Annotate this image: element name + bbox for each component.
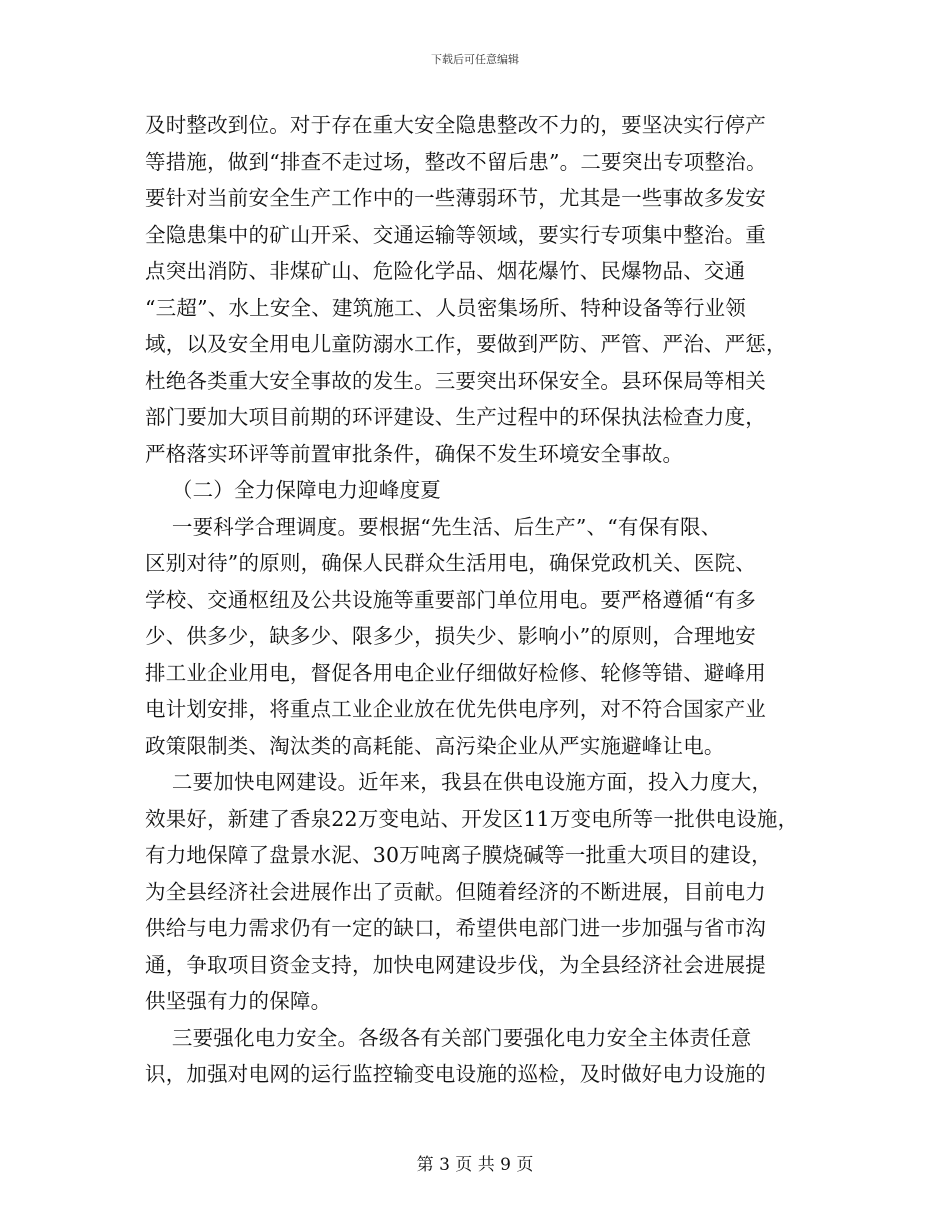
text-line: 效果好，新建了香泉22万变电站、开发区11万变电所等一批供电设施，: [145, 806, 799, 831]
text-line: 域，以及安全用电儿童防溺水工作，要做到严防、严管、严治、严惩，: [145, 332, 787, 356]
page-header: 下载后可任意编辑: [431, 53, 519, 66]
text-line: 学校、交通枢纽及公共设施等重要部门单位用电。要严格遵循“有多: [145, 587, 756, 612]
text-line: “三超”、水上安全、建筑施工、人员密集场所、特种设备等行业领: [145, 295, 746, 320]
text-line: 电计划安排，将重点工业企业放在优先供电序列，对不符合国家产业: [145, 697, 766, 721]
body-text: [145, 107, 825, 1093]
text-line: 供给与电力需求仍有一定的缺口，希望供电部门进一步加强与省市沟: [145, 916, 766, 940]
text-line: 杜绝各类重大安全事故的发生。三要突出环保安全。县环保局等相关: [145, 368, 766, 393]
text-line: 点突出消防、非煤矿山、危险化学品、烟花爆竹、民爆物品、交通: [145, 259, 746, 283]
text-line: 供坚强有力的保障。: [145, 989, 332, 1013]
text-line: 有力地保障了盘景水泥、30万吨离子膜烧碱等一批重大项目的建设，: [145, 843, 772, 867]
text-line: 全隐患集中的矿山开采、交通运输等领域，要实行专项集中整治。重: [145, 222, 766, 247]
text-line: 一要科学合理调度。要根据“先生活、后生产”、“有保有限、: [145, 514, 722, 539]
text-line: 及时整改到位。对于存在重大安全隐患整改不力的，要坚决实行停产: [145, 113, 766, 137]
text-line: 要针对当前安全生产工作中的一些薄弱环节，尤其是一些事故多发安: [145, 186, 766, 210]
text-line: 排工业企业用电，督促各用电企业仔细做好检修、轮修等错、避峰用: [145, 660, 766, 685]
text-line: 二要加快电网建设。近年来，我县在供电设施方面，投入力度大，: [145, 770, 773, 794]
text-line: 少、供多少，缺多少、限多少，损失少、影响小”的原则，合理地安: [145, 624, 756, 648]
text-line: 为全县经济社会进展作出了贡献。但随着经济的不断进展，目前电力: [145, 879, 766, 904]
text-line: 区别对待”的原则，确保人民群众生活用电，确保党政机关、医院、: [145, 551, 756, 575]
text-line: 通，争取项目资金支持，加快电网建设步伐，为全县经济社会进展提: [145, 952, 766, 977]
section-heading: （二）全力保障电力迎峰度夏: [145, 478, 441, 502]
text-line: 等措施，做到“排查不走过场，整改不留后患”。二要突出专项整治。: [145, 149, 767, 174]
page-number-footer: 第 3 页 共 9 页: [416, 1155, 534, 1175]
text-line: 三要强化电力安全。各级各有关部门要强化电力安全主体责任意: [145, 1025, 752, 1050]
text-line: 严格落实环评等前置审批条件，确保不发生环境安全事故。: [145, 441, 684, 466]
text-line: 政策限制类、淘汰类的高耗能、高污染企业从严实施避峰让电。: [145, 733, 725, 758]
text-line: 识，加强对电网的运行监控输变电设施的巡检，及时做好电力设施的: [145, 1062, 766, 1086]
text-line: 部门要加大项目前期的环评建设、生产过程中的环保执法检查力度，: [145, 405, 766, 429]
